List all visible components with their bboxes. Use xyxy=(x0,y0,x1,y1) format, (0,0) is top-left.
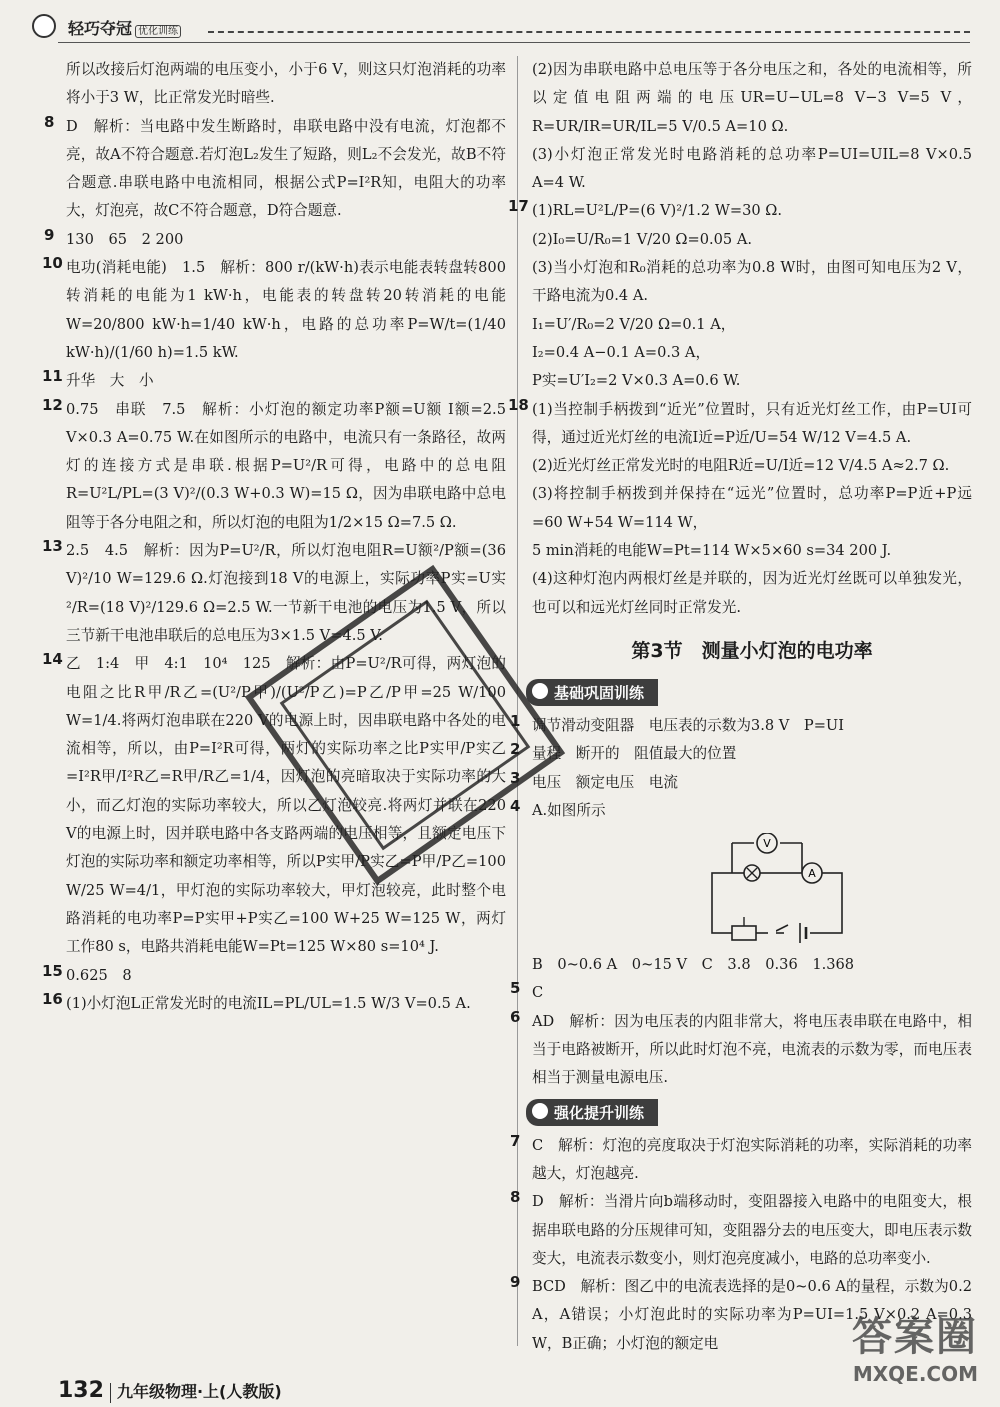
answer-11 xyxy=(42,367,506,395)
answer-number: 8 xyxy=(44,112,55,131)
answer-number: 5 xyxy=(510,979,521,998)
answer-text: B 0~0.6 A 0~15 V C 3.8 0.36 1.368 xyxy=(532,956,855,974)
answer-number: 9 xyxy=(44,225,55,244)
answer-text: (2)因为串联电路中总电压等于各分电压之和，各处的电流相等，所以定值电阻两端的电压UR=U−UL=8 V−3 V=5 V，R=UR/IR=UR/IL=5 V/0.5 A=10 Ω. xyxy=(532,61,972,135)
answer-b5 xyxy=(510,979,972,1007)
answer-text: 升华 大 小 xyxy=(66,372,154,390)
answer-text: AD 解析：因为电压表的内阻非常大，将电压表串联在电路中，相当于电路被断开，所以此时灯泡不亮，电流表的示数为零，而电压表相当于测量电源电压. xyxy=(532,1012,972,1087)
answer-text: D 解析：当电路中发生断路时，串联电路中没有电流，灯泡都不亮，故A不符合题意.若灯泡L₂发生了短路，则L₂不会发光，故B不符合题意.串联电路中电流相同，根据公式P=I²R知，电阻大的功率大，灯泡亮，故C不符合题意，D符合题意. xyxy=(66,117,506,220)
answer-16 xyxy=(42,989,506,1018)
answer-b1 xyxy=(510,711,972,740)
answer-text: (2)I₀=U/R₀=1 V/20 Ω=0.05 A. xyxy=(532,230,753,248)
header-rule xyxy=(58,42,970,43)
answer-text: I₂=0.4 A−0.1 A=0.3 A， xyxy=(532,343,711,361)
answer-text: (1)当控制手柄拨到“近光”位置时，只有近光灯丝工作，由P=UI可得，通过近光灯丝的电流I近=P近/U=54 W/12 V=4.5 A. xyxy=(532,400,972,446)
answer-c8 xyxy=(510,1188,972,1273)
answer-text: 0.75 串联 7.5 解析：小灯泡的额定功率P额=U额 I额=2.5 V×0.3 A=0.75 W.在如图所示的电路中，电流只有一条路径，故两灯的连接方式是串联.根据P=U²/R可得，电路中的总电阻R=U²L/PL=(3 V)²/(0.3 W+0.3 W)=15 Ω，因为串联电路中总电阻等于各分电阻之和，所以灯泡的电阻为1/2×15 Ω=7.5 Ω. xyxy=(66,400,506,531)
voltmeter-label: V xyxy=(763,837,771,851)
answer-number: 16 xyxy=(42,989,63,1008)
answer-text: 2.5 4.5 解析：因为P=U²/R，所以灯泡电阻R=U额²/P额=(36 V)²/10 W=129.6 Ω.灯泡接到18 V的电源上，实际功率P实=U实²/R=(18 V)²/129.6 Ω=2.5 W.一节新干电池的电压为1.5 V，所以三节新干电池串联后的总电压为3×1.5 V=4.5 V. xyxy=(66,542,506,644)
answer-text: (3)将控制手柄拨到并保持在“远光”位置时，总功率P=P近+P远=60 W+54 W=114 W， xyxy=(532,485,972,531)
answer-number: 4 xyxy=(510,796,521,815)
answer-text: P实=U′I₂=2 V×0.3 A=0.6 W. xyxy=(532,372,741,390)
answer-number: 11 xyxy=(42,367,63,386)
page-header xyxy=(58,14,970,44)
answer-b4 xyxy=(510,796,972,825)
answer-number: 15 xyxy=(42,961,63,980)
answer-text: 5 min消耗的电能W=Pt=114 W×5×60 s=34 200 J. xyxy=(532,542,892,560)
answer-18 xyxy=(508,395,972,453)
answer-10 xyxy=(42,254,506,367)
answer-text: 电压 额定电压 电流 xyxy=(532,773,678,791)
answer-text: 所以改接后灯泡两端的电压变小，小于6 V，则这只灯泡消耗的功率将小于3 W，比正常发光时暗些. xyxy=(66,61,506,107)
answer-number: 7 xyxy=(510,1131,521,1150)
book-title: 九年级物理·上(人教版) xyxy=(116,1382,282,1401)
answer-number: 6 xyxy=(510,1007,521,1026)
answer-text: 乙 1:4 甲 4:1 10⁴ 125 解析：由P=U²/R可得，两灯泡的电阻之比R甲/R乙=(U²/P甲)/(U²/P乙)=P乙/P甲=25 W/100 W=1/4.将两灯泡串联在220 V的电源上时，因串联电路中各处的电流相等，所以，由P=I²R可得，两灯的实际功率之比P实甲/P实乙=I²R甲/I²R乙=R甲/R乙=1/4，因灯泡的亮暗取决于实际功率的大小，而乙灯泡的实际功率较大，所以乙灯泡较亮.将两灯并联在220 V的电源上时，因并联电路中各支路两端的电压相等，且额定电压下灯泡的实际功率和额定功率相等，所以P实甲/P实乙=P甲/P乙=100 W/25 W=4/1，甲灯泡的实际功率较大，甲灯泡较亮，此时整个电路消耗的电功率P=P实甲+P实乙=100 W+25 W=125 W，两灯工作80 s，电路共消耗电能W=Pt=125 W×80 s=10⁴ J. xyxy=(66,655,506,956)
watermark-url: MXQE.COM xyxy=(852,1362,978,1386)
answer-b3 xyxy=(510,768,972,797)
answer-text: 电功(消耗电能) 1.5 解析：800 r/(kW·h)表示电能表转盘转800转消耗的电能为1 kW·h，电能表的转盘转20转消耗的电能W=20/800 kW·h=1/40 kW·h，电路的总功率P=W/t=(1/40 kW·h)/(1/60 h)=1.5 kW. xyxy=(66,259,506,361)
answer-text: 量程 断开的 阻值最大的位置 xyxy=(532,745,737,763)
answer-number: 1 xyxy=(510,711,521,730)
answer-8 xyxy=(44,112,506,226)
page-number: 132 xyxy=(58,1378,104,1403)
answer-number: 12 xyxy=(42,395,63,414)
page-footer xyxy=(58,1378,282,1403)
answer-text: (3)当小灯泡和R₀消耗的总功率为0.8 W时，由图可知电压为2 V，干路电流为0.4 A. xyxy=(532,259,972,305)
footer-separator xyxy=(110,1383,111,1403)
header-dashed-rule xyxy=(208,31,970,33)
answer-text: (3)小灯泡正常发光时电路消耗的总功率P=UI=UIL=8 V×0.5 A=4 W. xyxy=(532,145,972,192)
brand-name: 轻巧夺冠 优化训练 xyxy=(68,16,181,39)
crown-icon xyxy=(532,683,548,699)
answer-text: (2)近光灯丝正常发光时的电阻R近=U/I近=12 V/4.5 A≈2.7 Ω. xyxy=(532,457,950,475)
circuit-diagram xyxy=(692,833,872,943)
answer-text: I₁=U′/R₀=2 V/20 Ω=0.1 A， xyxy=(532,315,736,333)
answer-text: BCD 解析：图乙中的电流表选择的是0~0.6 A的量程，示数为0.2 A，A错误；小灯泡此时的实际功率为P=UI=1.5 V×0.2 A=0.3 W，B正确；小灯泡的额定电 xyxy=(532,1278,972,1352)
answer-text: 130 65 2 200 xyxy=(66,230,184,248)
answer-b6 xyxy=(510,1007,972,1093)
circuit-wire xyxy=(712,873,842,933)
answer-text: C 解析：灯泡的亮度取决于灯泡实际消耗的功率，实际消耗的功率越大，灯泡越亮. xyxy=(532,1136,972,1182)
answer-b2 xyxy=(510,740,972,768)
answer-number: 17 xyxy=(508,197,529,216)
answer-number: 10 xyxy=(42,254,63,273)
answer-text: (4)这种灯泡内两根灯丝是并联的，因为近光灯丝既可以单独发光，也可以和远光灯丝同时正常发光. xyxy=(532,570,972,616)
answer-number: 8 xyxy=(510,1188,521,1207)
section-banner-basic: 基础巩固训练 xyxy=(526,679,658,706)
answer-9 xyxy=(44,225,506,254)
section-banner-advanced: 强化提升训练 xyxy=(526,1099,658,1126)
answer-text: (1)RL=U²L/P=(6 V)²/1.2 W=30 Ω. xyxy=(532,202,783,220)
right-column xyxy=(508,56,972,1358)
answer-text: C xyxy=(532,984,544,1002)
answer-17 xyxy=(508,197,972,225)
answer-12 xyxy=(42,395,506,537)
brand-logo-icon xyxy=(32,14,56,38)
left-column xyxy=(42,56,506,1018)
section-title: 第3节 测量小灯泡的电功率 xyxy=(631,639,873,662)
answer-number: 3 xyxy=(510,768,521,787)
answer-text: 调节滑动变阻器 电压表的示数为3.8 V P=UI xyxy=(532,716,844,734)
answer-text: D 解析：当滑片向b端移动时，变阻器接入电路中的电阻变大，根据串联电路的分压规律可知，变阻器分去的电压变大，即电压表示数变大，电流表示数变小，则灯泡亮度减小，电路的总功率变小. xyxy=(532,1193,972,1267)
answer-c7 xyxy=(510,1131,972,1189)
ammeter-label: A xyxy=(808,867,816,881)
answer-text: 0.625 8 xyxy=(66,966,132,984)
answer-15 xyxy=(42,961,506,990)
answer-number: 18 xyxy=(508,395,529,414)
watermark-logo xyxy=(798,1305,978,1395)
answer-text: (1)小灯泡L正常发光时的电流IL=PL/UL=1.5 W/3 V=0.5 A. xyxy=(66,994,471,1012)
rheostat-icon xyxy=(732,926,756,940)
answer-number: 9 xyxy=(510,1273,521,1292)
brand-tag: 优化训练 xyxy=(135,25,181,38)
answer-number: 13 xyxy=(42,537,63,556)
answer-number: 2 xyxy=(510,740,521,759)
crown-icon xyxy=(532,1103,548,1119)
watermark-text: 答案圈 xyxy=(852,1314,978,1360)
answer-number: 14 xyxy=(42,650,63,669)
answer-text: A.如图所示 xyxy=(532,801,606,819)
